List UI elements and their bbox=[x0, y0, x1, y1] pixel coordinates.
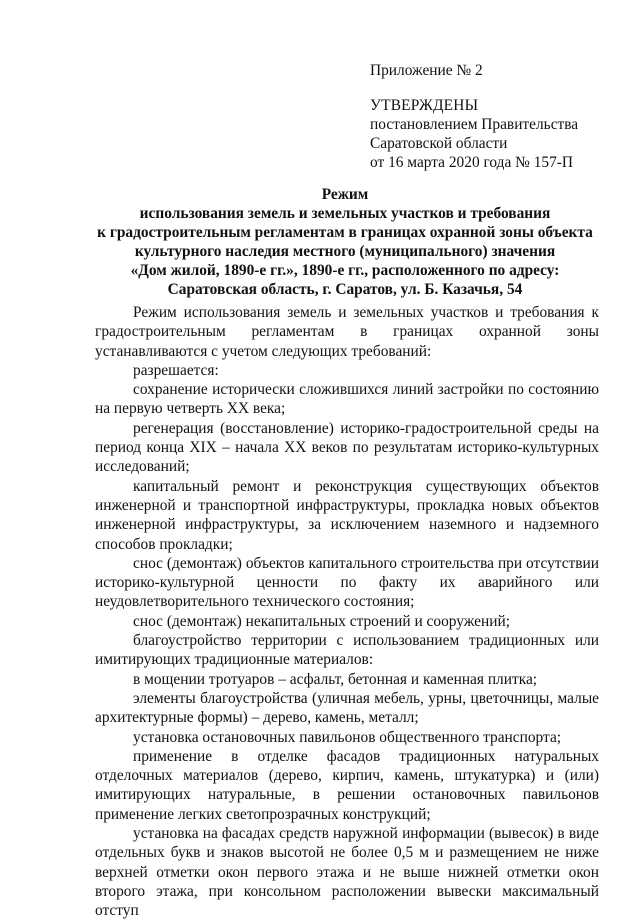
approval-line: постановлением Правительства bbox=[370, 116, 579, 133]
heading-line: культурного наследия местного (муниципального) значения bbox=[134, 243, 556, 260]
heading-line: к градостроительным регламентам в границах охранной зоны объекта bbox=[97, 224, 593, 241]
approval-block bbox=[370, 96, 578, 172]
heading-line: Режим bbox=[321, 186, 369, 203]
approval-line: от 16 марта 2020 года № 157-П bbox=[370, 154, 574, 171]
paragraph: в мощении тротуаров – асфальт, бетонная и каменная плитка; bbox=[133, 670, 538, 688]
paragraph: благоустройство территории с использованием традиционных или имитирующих традиционные материалов: bbox=[95, 632, 599, 669]
heading-line: «Дом жилой, 1890-е гг.», 1890-е гг., расположенного по адресу: bbox=[130, 262, 560, 279]
paragraph: сохранение исторически сложившихся линий застройки по состоянию на первую четверть XX века; bbox=[95, 381, 599, 418]
paragraph: установка на фасадах средств наружной информации (вывесок) в виде отдельных букв и знаков высотой не более 0,5 м и размещением не ниже верхней отметки окон первого этажа и не выше нижней отметки окон второго этажа, при консольном расположении вывески максимальный отступ bbox=[95, 825, 599, 920]
document-heading bbox=[80, 185, 610, 299]
paragraph: капитальный ремонт и реконструкция существующих объектов инженерной и транспортной инфраструктуры, прокладка новых объектов инженерной инфраструктуры, за исключением наземного и надземного способов прокладки; bbox=[95, 477, 599, 553]
paragraph: элементы благоустройства (уличная мебель, урны, цветочницы, малые архитектурные формы) – дерево, камень, металл; bbox=[95, 689, 599, 727]
heading-line: Саратовская область, г. Саратов, ул. Б. Казачья, 54 bbox=[167, 281, 523, 298]
paragraph: установка остановочных павильонов общественного транспорта; bbox=[133, 728, 562, 746]
appendix-label: Приложение № 2 bbox=[370, 62, 483, 79]
document-body bbox=[95, 303, 599, 921]
approval-title: УТВЕРЖДЕНЫ bbox=[370, 97, 479, 114]
approval-line: Саратовской области bbox=[370, 135, 508, 152]
paragraph: снос (демонтаж) некапитальных строений и сооружений; bbox=[133, 612, 510, 630]
heading-line: использования земель и земельных участков и требования bbox=[139, 205, 551, 222]
paragraph: разрешается: bbox=[133, 361, 219, 379]
paragraph: снос (демонтаж) объектов капитального строительства при отсутствии историко-культурной ценности по факту их аварийного или неудовлетворительного технического состояния; bbox=[95, 554, 599, 611]
paragraph: Режим использования земель и земельных участков и требования к градостроительным регламентам в границах охранной зоны устанавливаются с учетом следующих требований: bbox=[95, 304, 599, 360]
paragraph: применение в отделке фасадов традиционных натуральных отделочных материалов (дерево, кирпич, камень, штукатурка) и (или) имитирующих натуральные, в решении остановочных павильонов применение легких светопрозрачных конструкций; bbox=[95, 747, 599, 823]
paragraph: регенерация (восстановление) историко-градостроительной среды на период конца XIX – начала XX веков по результатам историко-культурных исследований; bbox=[95, 419, 599, 476]
